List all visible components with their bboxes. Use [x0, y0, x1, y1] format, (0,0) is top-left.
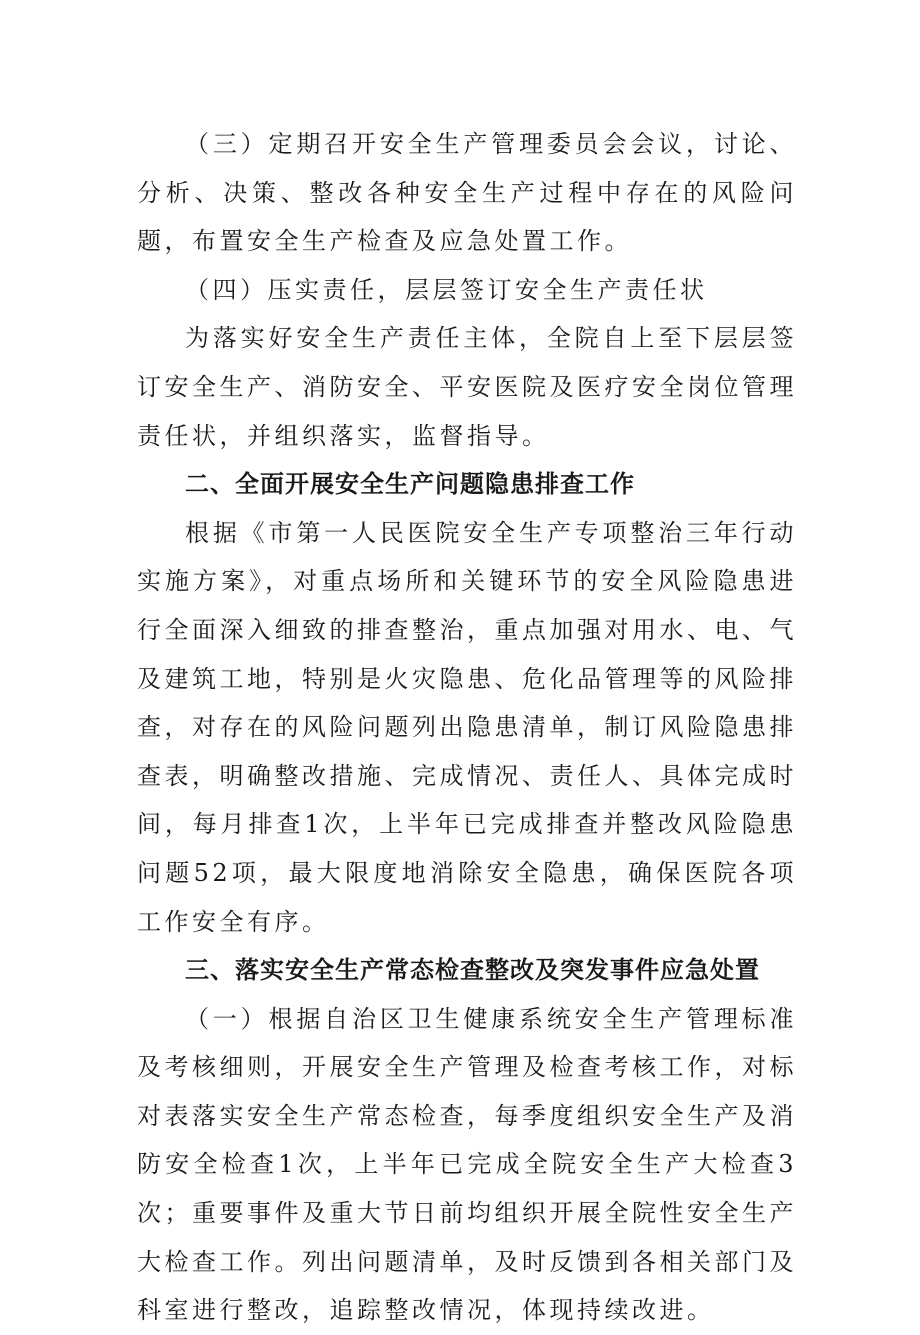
paragraph-routine-inspection: （一）根据自治区卫生健康系统安全生产管理标准及考核细则，开展安全生产管理及检查考核工作，对标对表落实安全生产常态检查，每季度组织安全生产及消防安全检查1次，上半年已完成全院安全生产大检查3次；重要事件及重大节日前均组织开展全院性安全生产大检查工作。列出问题清单，及时反馈到各相关部门及科室进行整改，追踪整改情况，体现持续改进。	[137, 1004, 797, 1325]
paragraph-responsibility-subheading: （四）压实责任，层层签订安全生产责任状	[185, 275, 708, 304]
section-heading-routine-inspection: 三、落实安全生产常态检查整改及突发事件应急处置	[185, 956, 760, 985]
paragraph-hazard-inspection: 根据《市第一人民医院安全生产专项整治三年行动实施方案》，对重点场所和关键环节的安全风险隐患进行全面深入细致的排查整治，重点加强对用水、电、气及建筑工地，特别是火灾隐患、危化品管理等的风险排查，对存在的风险问题列出隐患清单，制订风险隐患排查表，明确整改措施、完成情况、责任人、具体完成时间，每月排查1次，上半年已完成排查并整改风险隐患问题52项，最大限度地消除安全隐患，确保医院各项工作安全有序。	[137, 518, 797, 936]
document-body	[137, 120, 797, 1335]
section-heading-hazard-inspection: 二、全面开展安全生产问题隐患排查工作	[185, 470, 635, 499]
paragraph-responsibility-letters: 为落实好安全生产责任主体，全院自上至下层层签订安全生产、消防安全、平安医院及医疗安全岗位管理责任状，并组织落实，监督指导。	[137, 324, 797, 450]
paragraph-regular-meetings: （三）定期召开安全生产管理委员会会议，讨论、分析、决策、整改各种安全生产过程中存在的风险问题，布置安全生产检查及应急处置工作。	[137, 130, 797, 256]
